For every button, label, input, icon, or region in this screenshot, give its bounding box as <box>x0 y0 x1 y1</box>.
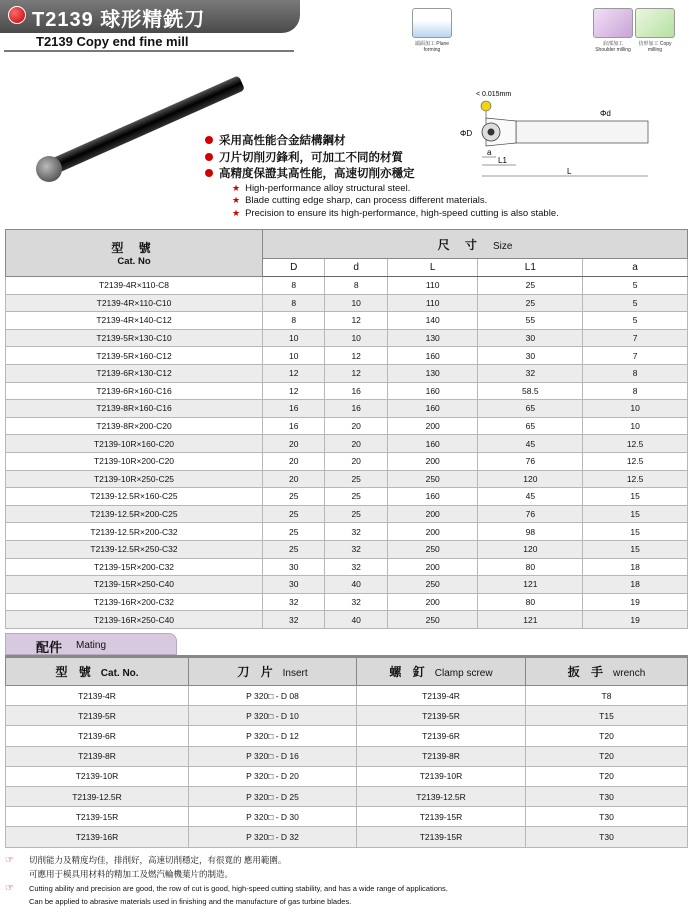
diagram-shank <box>516 121 648 143</box>
cat-no-cell: T2139-10R×160-C20 <box>6 435 263 453</box>
feature-list-cn <box>205 132 415 182</box>
size-cell: 10 <box>263 329 325 347</box>
table-row <box>6 470 688 488</box>
mating-insert-header: 刀 片 Insert <box>189 658 357 686</box>
insert-cell: P 320□ - D 12 <box>189 726 357 746</box>
cat-no-cell: T2139-5R×130-C10 <box>6 329 263 347</box>
size-cell: 12 <box>325 364 387 382</box>
table-row <box>6 294 688 312</box>
copy-milling-icon <box>635 8 675 38</box>
table-row <box>6 686 688 706</box>
size-cell: 160 <box>387 347 478 365</box>
size-cell: 76 <box>478 452 583 470</box>
size-cell: 110 <box>387 277 478 295</box>
size-cell: 12 <box>263 364 325 382</box>
size-cell: 20 <box>263 452 325 470</box>
mating-screw-header: 螺 釘 Clamp screw <box>357 658 526 686</box>
size-cell: 7 <box>583 347 688 365</box>
size-cell: 10 <box>263 347 325 365</box>
pointing-hand-icon: ☞ <box>5 883 14 894</box>
table-row <box>6 726 688 746</box>
pointing-hand-icon: ☞ <box>5 855 14 866</box>
size-cell: 12.5 <box>583 470 688 488</box>
size-cell: 12 <box>263 382 325 400</box>
table-row <box>6 277 688 295</box>
size-cell: 15 <box>583 488 688 506</box>
size-cell: 8 <box>263 294 325 312</box>
size-cell: 12.5 <box>583 452 688 470</box>
insert-cell: P 320□ - D 30 <box>189 807 357 827</box>
size-cell: 25 <box>325 488 387 506</box>
size-cell: 160 <box>387 488 478 506</box>
table-row <box>6 488 688 506</box>
size-cell: 30 <box>478 347 583 365</box>
size-cell: 8 <box>583 364 688 382</box>
size-cell: 25 <box>263 523 325 541</box>
size-cell: 16 <box>263 400 325 418</box>
feature-item: 刀片切削刃鋒利，可加工不同的材質 <box>205 149 415 166</box>
cat-no-cell: T2139-4R×110-C10 <box>6 294 263 312</box>
size-cell: 20 <box>325 417 387 435</box>
cat-no-cell: T2139-12.5R×200-C32 <box>6 523 263 541</box>
plane-forming-icon <box>412 8 452 38</box>
size-cell: 140 <box>387 312 478 330</box>
table-row <box>6 417 688 435</box>
wrench-cell: T8 <box>526 686 688 706</box>
copy-milling-label: 仿形加工 Copy milling <box>638 41 672 53</box>
table-row <box>6 312 688 330</box>
size-cell: 12 <box>325 347 387 365</box>
table-row <box>6 558 688 576</box>
wrench-cell: T30 <box>526 827 688 847</box>
size-cell: 25 <box>263 540 325 558</box>
table-row <box>6 505 688 523</box>
mating-cat-cell: T2139-4R <box>6 686 189 706</box>
size-cell: 25 <box>263 488 325 506</box>
wrench-cell: T15 <box>526 706 688 726</box>
size-cell: 5 <box>583 277 688 295</box>
table-row <box>6 400 688 418</box>
size-col-header: L1 <box>478 259 583 277</box>
size-cell: 5 <box>583 294 688 312</box>
cat-no-cell: T2139-4R×140-C12 <box>6 312 263 330</box>
size-cell: 16 <box>325 382 387 400</box>
cat-no-cell: T2139-12.5R×250-C32 <box>6 540 263 558</box>
size-cell: 65 <box>478 400 583 418</box>
mating-cat-cell: T2139-16R <box>6 827 189 847</box>
cat-no-cell: T2139-12.5R×160-C25 <box>6 488 263 506</box>
gauge-icon <box>481 101 491 111</box>
size-col-header: D <box>263 259 325 277</box>
size-cell: 250 <box>387 611 478 629</box>
insert-cell: P 320□ - D 10 <box>189 706 357 726</box>
size-cell: 30 <box>263 558 325 576</box>
size-cell: 15 <box>583 523 688 541</box>
plane-forming-label: 端面加工 Plane forming <box>414 41 450 53</box>
feature-item-en: ★ Blade cutting edge sharp, can process different materials. <box>232 195 488 207</box>
size-cell: 32 <box>263 593 325 611</box>
mating-cat-header: 型 號 Cat. No. <box>6 658 189 686</box>
size-cell: 12.5 <box>583 435 688 453</box>
wrench-cell: T30 <box>526 807 688 827</box>
mating-cat-cell: T2139-12.5R <box>6 786 189 806</box>
cat-no-cell: T2139-8R×160-C16 <box>6 400 263 418</box>
size-cell: 20 <box>325 452 387 470</box>
size-cell: 121 <box>478 611 583 629</box>
size-cell: 18 <box>583 576 688 594</box>
size-cell: 10 <box>325 329 387 347</box>
cat-no-cell: T2139-6R×160-C16 <box>6 382 263 400</box>
header-bar <box>0 0 300 33</box>
red-bullet-icon <box>205 136 213 144</box>
mating-cat-cell: T2139-10R <box>6 766 189 786</box>
table-row <box>6 329 688 347</box>
size-cell: 200 <box>387 593 478 611</box>
size-cell: 25 <box>325 505 387 523</box>
diameter-d-label: Φd <box>600 109 611 118</box>
table-row <box>6 593 688 611</box>
cat-no-cell: T2139-10R×200-C20 <box>6 452 263 470</box>
screw-cell: T2139-8R <box>357 746 526 766</box>
size-cell: 10 <box>583 417 688 435</box>
tool-dimension-diagram <box>450 88 660 183</box>
size-cell: 40 <box>325 576 387 594</box>
red-bullet-icon <box>205 169 213 177</box>
star-icon: ★ <box>232 182 241 193</box>
cat-no-cell: T2139-5R×160-C12 <box>6 347 263 365</box>
note-cn-2: 可應用于模具用材料的精加工及燃汽輪機葉片的制造。 <box>29 869 234 879</box>
size-cell: 200 <box>387 523 478 541</box>
size-cell: 10 <box>325 294 387 312</box>
cat-no-cell: T2139-12.5R×200-C25 <box>6 505 263 523</box>
page-title: T2139 球形精銑刀 <box>32 9 206 31</box>
page-subtitle: T2139 Copy end fine mill <box>36 34 189 49</box>
size-cell: 160 <box>387 382 478 400</box>
screw-cell: T2139-15R <box>357 807 526 827</box>
table-row <box>6 706 688 726</box>
screw-cell: T2139-5R <box>357 706 526 726</box>
mating-table <box>5 657 688 848</box>
bullet-icon <box>8 6 26 24</box>
size-cell: 55 <box>478 312 583 330</box>
star-icon: ★ <box>232 195 241 206</box>
cat-no-cell: T2139-16R×250-C40 <box>6 611 263 629</box>
size-cell: 8 <box>263 312 325 330</box>
size-cell: 30 <box>478 329 583 347</box>
table-row <box>6 540 688 558</box>
mating-tab: 配件 Mating <box>5 633 177 655</box>
size-cell: 32 <box>478 364 583 382</box>
size-cell: 200 <box>387 417 478 435</box>
size-cell: 120 <box>478 540 583 558</box>
screw-cell: T2139-6R <box>357 726 526 746</box>
shoulder-milling-label: 肩部加工 Shoulder milling <box>595 41 631 53</box>
size-cell: 200 <box>387 452 478 470</box>
size-cell: 8 <box>583 382 688 400</box>
size-cell: 8 <box>263 277 325 295</box>
size-header: 尺 寸 Size <box>263 230 688 259</box>
size-cell: 76 <box>478 505 583 523</box>
size-cell: 18 <box>583 558 688 576</box>
size-cell: 45 <box>478 435 583 453</box>
size-cell: 15 <box>583 505 688 523</box>
table-row <box>6 435 688 453</box>
size-cell: 25 <box>478 277 583 295</box>
red-bullet-icon <box>205 153 213 161</box>
note-en-2: Can be applied to abrasive materials used in finishing and the manufacture of gas turbine blades. <box>29 897 352 906</box>
insert-cell: P 320□ - D 16 <box>189 746 357 766</box>
cat-no-cell: T2139-10R×250-C25 <box>6 470 263 488</box>
size-cell: 25 <box>478 294 583 312</box>
feature-item-en: ★ High-performance alloy structural steel. <box>232 182 411 194</box>
cat-no-header: 型 號 Cat. No <box>6 230 263 277</box>
size-cell: 20 <box>325 435 387 453</box>
size-cell: 10 <box>583 400 688 418</box>
insert-cell: P 320□ - D 25 <box>189 786 357 806</box>
mating-cat-cell: T2139-8R <box>6 746 189 766</box>
size-cell: 32 <box>325 593 387 611</box>
header-divider <box>4 50 294 52</box>
table-row <box>6 807 688 827</box>
mating-cat-cell: T2139-15R <box>6 807 189 827</box>
cat-no-cell: T2139-4R×110-C8 <box>6 277 263 295</box>
insert-cell: P 320□ - D 08 <box>189 686 357 706</box>
size-cell: 25 <box>263 505 325 523</box>
wrench-cell: T20 <box>526 746 688 766</box>
size-cell: 16 <box>263 417 325 435</box>
star-icon: ★ <box>232 207 241 218</box>
size-cell: 15 <box>583 540 688 558</box>
screw-cell: T2139-12.5R <box>357 786 526 806</box>
screw-cell: T2139-10R <box>357 766 526 786</box>
size-col-header: d <box>325 259 387 277</box>
size-cell: 25 <box>325 470 387 488</box>
size-cell: 7 <box>583 329 688 347</box>
wrench-cell: T20 <box>526 726 688 746</box>
table-row <box>6 382 688 400</box>
size-cell: 58.5 <box>478 382 583 400</box>
size-cell: 120 <box>478 470 583 488</box>
insert-cell: P 320□ - D 32 <box>189 827 357 847</box>
size-cell: 16 <box>325 400 387 418</box>
size-cell: 8 <box>325 277 387 295</box>
table-row <box>6 827 688 847</box>
mating-wrench-header: 扳 手 wrench <box>526 658 688 686</box>
cat-no-cell: T2139-6R×130-C12 <box>6 364 263 382</box>
table-row <box>6 611 688 629</box>
size-cell: 19 <box>583 593 688 611</box>
size-cell: 32 <box>325 558 387 576</box>
tool-head-image <box>36 156 62 182</box>
size-cell: 12 <box>325 312 387 330</box>
size-cell: 130 <box>387 329 478 347</box>
size-cell: 160 <box>387 435 478 453</box>
wrench-cell: T20 <box>526 766 688 786</box>
size-cell: 40 <box>325 611 387 629</box>
size-cell: 130 <box>387 364 478 382</box>
shoulder-milling-icon <box>593 8 633 38</box>
insert-cell: P 320□ - D 20 <box>189 766 357 786</box>
size-cell: 80 <box>478 558 583 576</box>
size-col-header: a <box>583 259 688 277</box>
note-cn-1: ☞ 切削能力及精度均佳，排削好，高速切削穩定，有很寬的 應用範圍。 <box>5 855 287 866</box>
size-cell: 110 <box>387 294 478 312</box>
size-cell: 5 <box>583 312 688 330</box>
size-cell: 19 <box>583 611 688 629</box>
tolerance-label: < 0.015mm <box>476 91 512 98</box>
size-cell: 30 <box>263 576 325 594</box>
size-cell: 250 <box>387 576 478 594</box>
size-cell: 160 <box>387 400 478 418</box>
table-row <box>6 364 688 382</box>
feature-item: 采用高性能合金結構鋼材 <box>205 132 415 149</box>
cat-no-cell: T2139-15R×200-C32 <box>6 558 263 576</box>
screw-cell: T2139-15R <box>357 827 526 847</box>
feature-item-en: ★ Precision to ensure its high-performance, high-speed cutting is also stable. <box>232 207 559 219</box>
table-row <box>6 786 688 806</box>
feature-item: 高精度保證其高性能，高速切削亦穩定 <box>205 165 415 182</box>
size-cell: 80 <box>478 593 583 611</box>
size-cell: 250 <box>387 470 478 488</box>
table-row <box>6 766 688 786</box>
note-en-1: ☞ Cutting ability and precision are good, the row of cut is good, high-speed cutting stability, and has a wide range of applications. <box>5 883 448 894</box>
dim-L1-label: L1 <box>498 156 507 165</box>
cat-no-cell: T2139-16R×200-C32 <box>6 593 263 611</box>
feature-list-en <box>232 182 559 220</box>
size-cell: 32 <box>325 523 387 541</box>
size-cell: 200 <box>387 558 478 576</box>
table-row <box>6 347 688 365</box>
size-cell: 121 <box>478 576 583 594</box>
size-cell: 98 <box>478 523 583 541</box>
screw-cell: T2139-4R <box>357 686 526 706</box>
diameter-D-label: ΦD <box>460 129 473 138</box>
dim-L-label: L <box>567 167 572 176</box>
table-row <box>6 576 688 594</box>
cat-no-cell: T2139-8R×200-C20 <box>6 417 263 435</box>
size-cell: 250 <box>387 540 478 558</box>
cat-no-cell: T2139-15R×250-C40 <box>6 576 263 594</box>
size-cell: 20 <box>263 470 325 488</box>
mating-cat-cell: T2139-6R <box>6 726 189 746</box>
wrench-cell: T30 <box>526 786 688 806</box>
table-row <box>6 746 688 766</box>
size-col-header: L <box>387 259 478 277</box>
table-row <box>6 452 688 470</box>
size-cell: 32 <box>325 540 387 558</box>
size-cell: 65 <box>478 417 583 435</box>
size-cell: 32 <box>263 611 325 629</box>
size-cell: 20 <box>263 435 325 453</box>
spec-table <box>5 229 688 629</box>
mating-cat-cell: T2139-5R <box>6 706 189 726</box>
table-row <box>6 523 688 541</box>
size-cell: 200 <box>387 505 478 523</box>
dim-a-label: a <box>487 148 492 157</box>
size-cell: 45 <box>478 488 583 506</box>
